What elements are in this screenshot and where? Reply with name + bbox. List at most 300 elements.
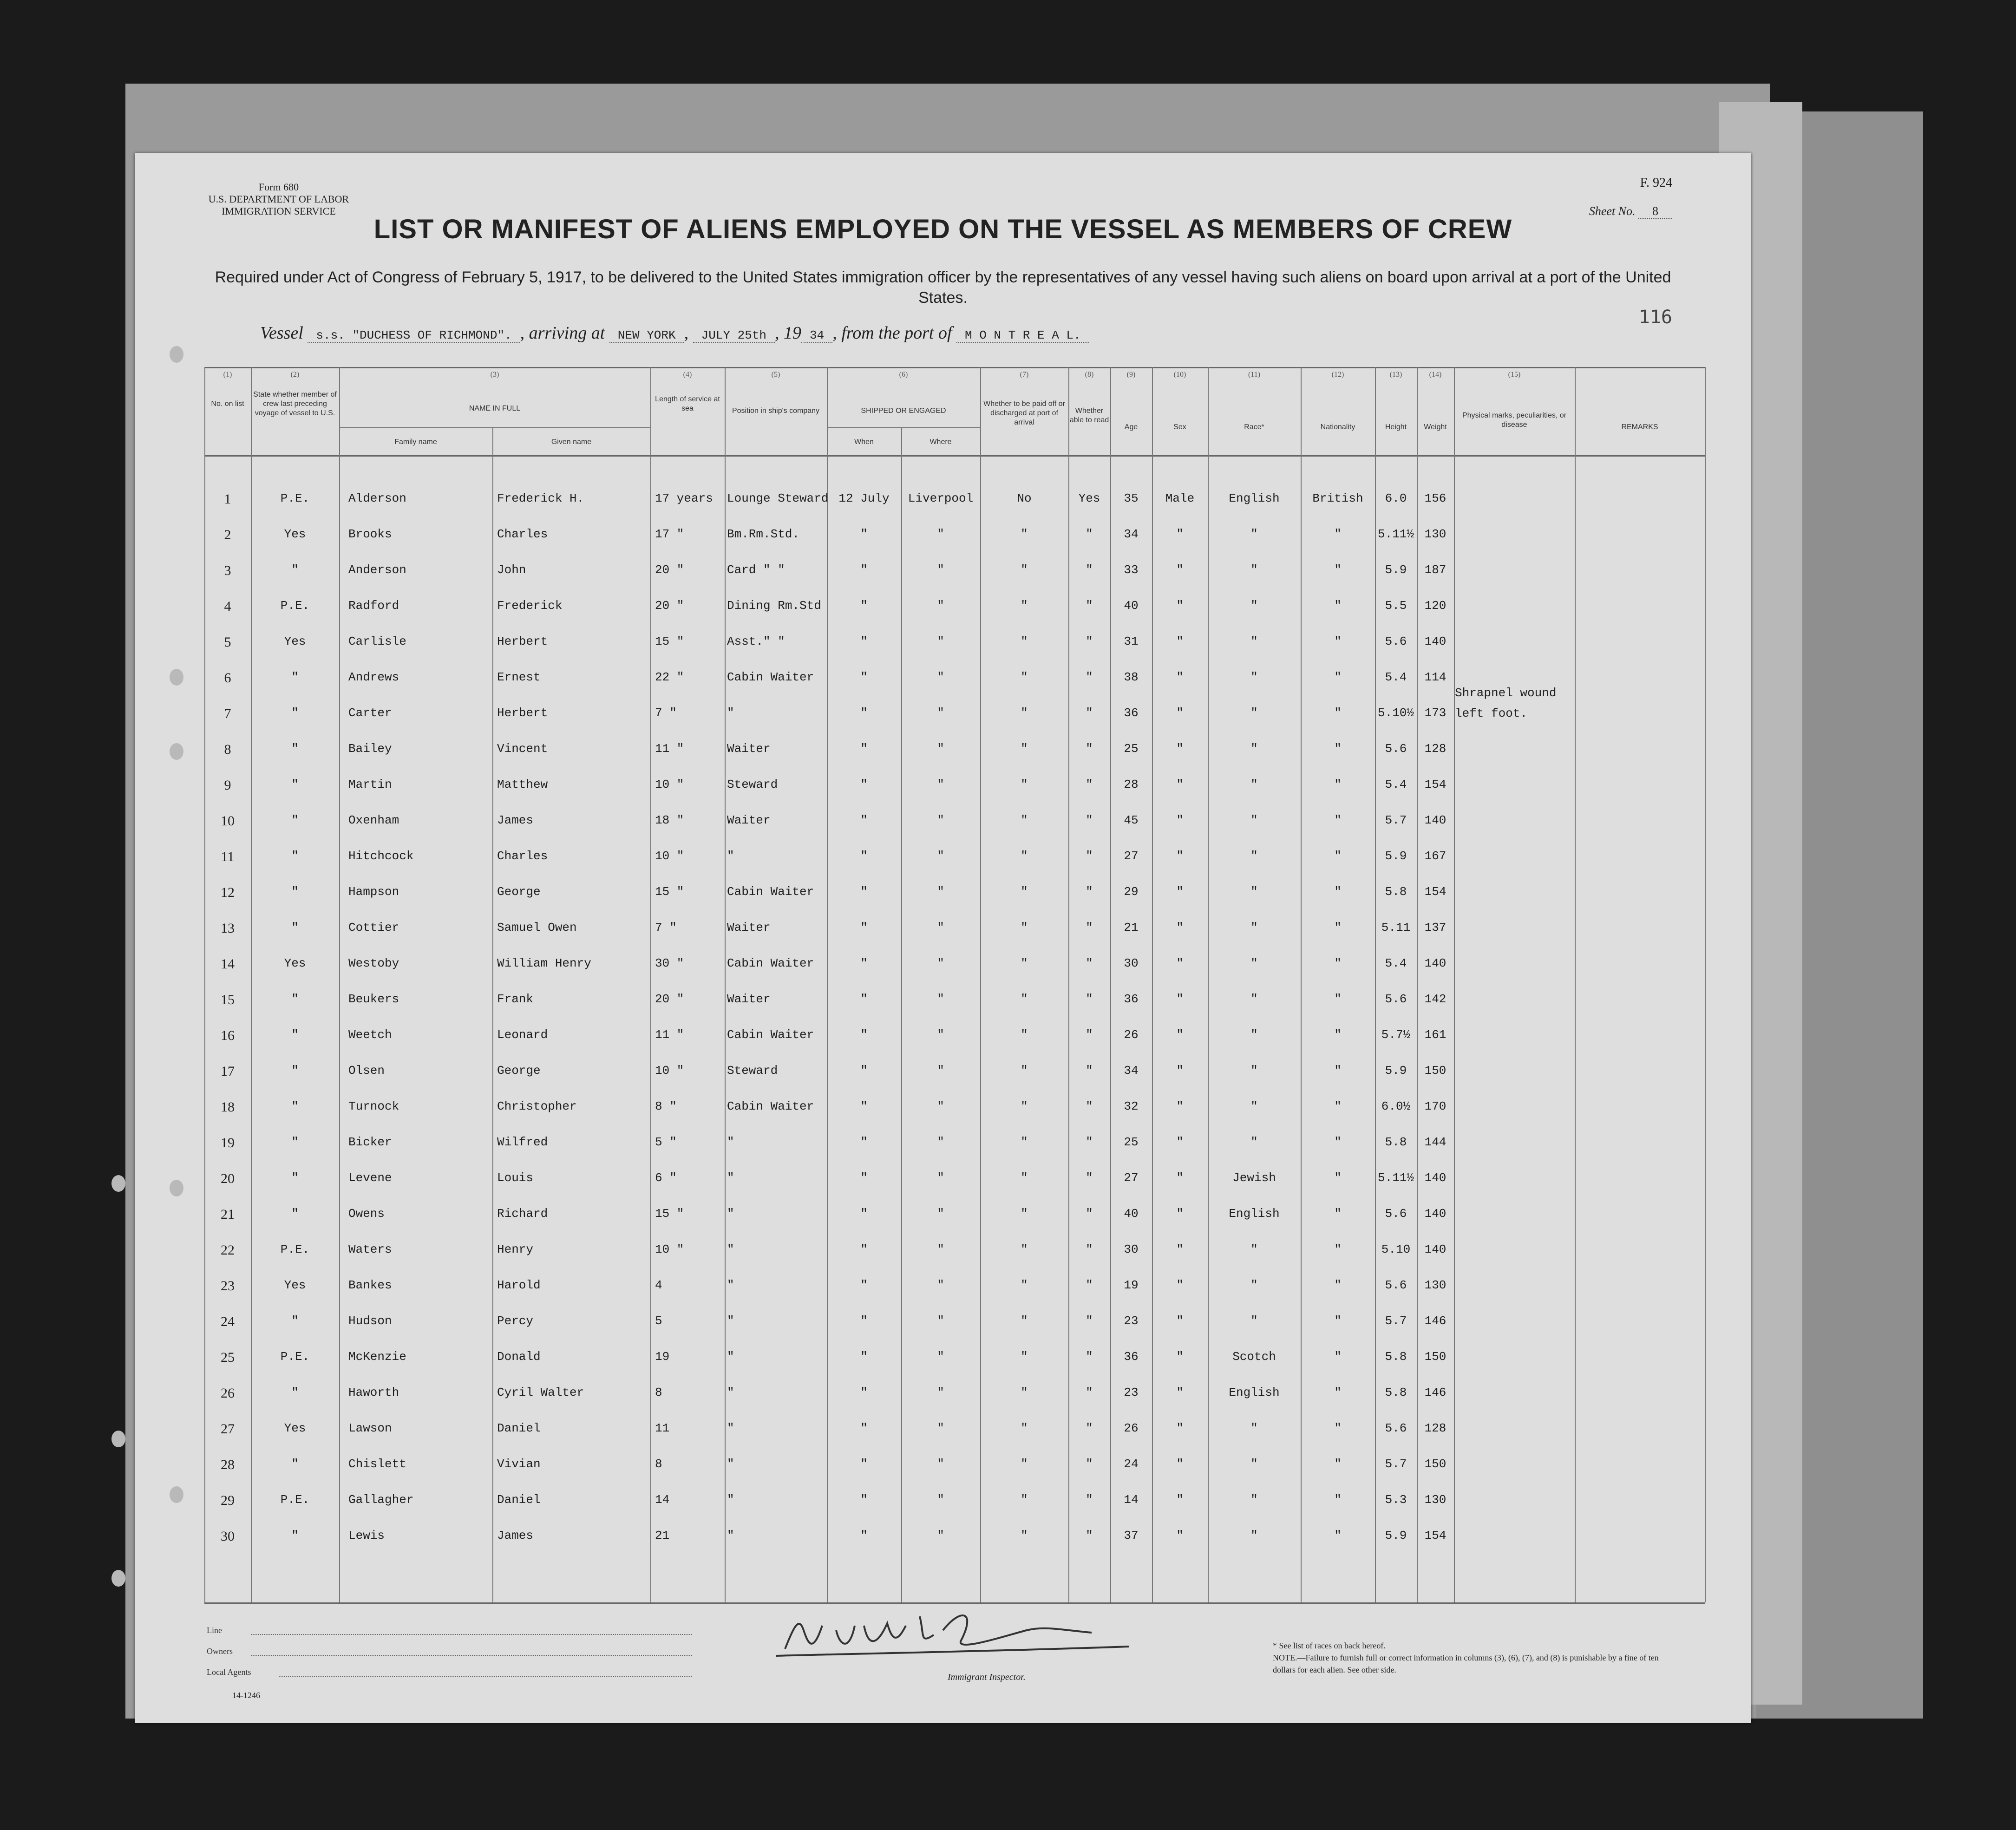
position-cell: Card " " xyxy=(727,563,785,577)
list-number-cell: 2 xyxy=(224,527,231,542)
vessel-name: s.s. "DUCHESS OF RICHMOND". xyxy=(308,328,520,343)
shipped-where-cell: " xyxy=(937,849,944,863)
weight-cell: 130 xyxy=(1424,527,1447,541)
shipped-where-cell: " xyxy=(937,1350,944,1364)
age-cell: 26 xyxy=(1124,1421,1139,1435)
length-of-service-cell: 8 " xyxy=(655,1099,677,1113)
family-name-cell: Olsen xyxy=(348,1064,385,1078)
race-cell: " xyxy=(1250,956,1258,970)
shipped-where-cell: " xyxy=(937,1135,944,1149)
header-given-name: Given name xyxy=(551,438,592,446)
length-of-service-cell: 18 " xyxy=(655,813,684,827)
paid-off-cell: " xyxy=(1021,599,1028,613)
age-cell: 30 xyxy=(1124,956,1139,970)
table-row xyxy=(135,488,1751,523)
table-top-rule xyxy=(204,367,1705,368)
length-of-service-cell: 5 xyxy=(655,1314,662,1328)
list-number-cell: 23 xyxy=(221,1278,235,1294)
race-cell: " xyxy=(1250,1028,1258,1042)
able-to-read-cell: " xyxy=(1086,1386,1093,1399)
length-of-service-cell: 20 " xyxy=(655,563,684,577)
shipped-where-cell: " xyxy=(937,527,944,541)
able-to-read-cell: " xyxy=(1086,1457,1093,1471)
able-to-read-cell: " xyxy=(1086,1350,1093,1364)
col-number: (6) xyxy=(899,371,908,379)
previous-voyage-cell: " xyxy=(291,1207,299,1221)
sex-cell: " xyxy=(1176,1135,1184,1149)
col-number: (3) xyxy=(490,371,499,379)
footer-owners-label: Owners xyxy=(207,1647,233,1656)
header-weight: Weight xyxy=(1424,423,1447,431)
table-row xyxy=(135,845,1751,881)
list-number-cell: 1 xyxy=(224,491,231,507)
race-cell: " xyxy=(1250,921,1258,935)
shipped-when-cell: " xyxy=(860,1028,868,1042)
height-cell: 6.0½ xyxy=(1381,1099,1411,1113)
height-cell: 5.10 xyxy=(1381,1242,1411,1256)
shipped-where-cell: " xyxy=(937,885,944,899)
age-cell: 45 xyxy=(1124,813,1139,827)
race-cell: " xyxy=(1250,1457,1258,1471)
previous-voyage-cell: " xyxy=(291,670,299,684)
nationality-cell: " xyxy=(1334,1171,1342,1185)
sex-cell: " xyxy=(1176,1386,1184,1399)
weight-cell: 187 xyxy=(1424,563,1447,577)
nationality-cell: " xyxy=(1334,885,1342,899)
paid-off-cell: " xyxy=(1021,1099,1028,1113)
nationality-cell: " xyxy=(1334,813,1342,827)
age-cell: 35 xyxy=(1124,491,1139,505)
arrival-year: 34 xyxy=(801,328,832,343)
table-row xyxy=(135,631,1751,667)
shipped-where-cell: Liverpool xyxy=(908,491,974,505)
nationality-cell: " xyxy=(1334,563,1342,577)
sex-cell: " xyxy=(1176,670,1184,684)
table-row xyxy=(135,1418,1751,1453)
family-name-cell: Andrews xyxy=(348,670,399,684)
header-bottom-rule xyxy=(204,455,1705,457)
paid-off-cell: " xyxy=(1021,1278,1028,1292)
family-name-cell: Hudson xyxy=(348,1314,392,1328)
given-name-cell: James xyxy=(497,1529,534,1542)
shipped-where-cell: " xyxy=(937,1493,944,1507)
col-number: (11) xyxy=(1248,371,1261,379)
height-cell: 5.8 xyxy=(1385,1350,1407,1364)
length-of-service-cell: 10 " xyxy=(655,849,684,863)
length-of-service-cell: 10 " xyxy=(655,1242,684,1256)
list-number-cell: 29 xyxy=(221,1493,235,1508)
list-number-cell: 17 xyxy=(221,1064,235,1079)
height-cell: 5.6 xyxy=(1385,1207,1407,1221)
table-row xyxy=(135,917,1751,953)
previous-voyage-cell: " xyxy=(291,742,299,756)
list-number-cell: 20 xyxy=(221,1171,235,1186)
weight-cell: 140 xyxy=(1424,813,1447,827)
race-cell: " xyxy=(1250,1314,1258,1328)
shipped-when-cell: " xyxy=(860,849,868,863)
weight-cell: 146 xyxy=(1424,1314,1447,1328)
able-to-read-cell: " xyxy=(1086,1028,1093,1042)
given-name-cell: Wilfred xyxy=(497,1135,548,1149)
race-cell: " xyxy=(1250,527,1258,541)
height-cell: 5.10½ xyxy=(1377,706,1414,720)
sex-cell: Male xyxy=(1165,491,1195,505)
shipped-when-cell: 12 July xyxy=(838,491,890,505)
race-cell: " xyxy=(1250,1135,1258,1149)
able-to-read-cell: " xyxy=(1086,778,1093,791)
position-cell: Asst." " xyxy=(727,634,785,648)
nationality-cell: " xyxy=(1334,956,1342,970)
previous-voyage-cell: " xyxy=(291,1064,299,1078)
family-name-cell: Brooks xyxy=(348,527,392,541)
height-cell: 5.9 xyxy=(1385,1064,1407,1078)
height-cell: 5.5 xyxy=(1385,599,1407,613)
able-to-read-cell: " xyxy=(1086,1529,1093,1542)
position-cell: " xyxy=(727,849,734,863)
family-name-cell: Bankes xyxy=(348,1278,392,1292)
given-name-cell: Herbert xyxy=(497,706,548,720)
height-cell: 5.6 xyxy=(1385,1278,1407,1292)
punch-hole xyxy=(170,669,183,686)
weight-cell: 130 xyxy=(1424,1278,1447,1292)
shipped-when-cell: " xyxy=(860,778,868,791)
length-of-service-cell: 11 " xyxy=(655,1028,684,1042)
form-identifier: Form 680 U.S. DEPARTMENT OF LABOR IMMIGRATION SERVICE xyxy=(208,181,349,217)
paid-off-cell: " xyxy=(1021,1457,1028,1471)
list-number-cell: 18 xyxy=(221,1099,235,1115)
header-paid-off: Whether to be paid off or discharged at port of arrival xyxy=(983,400,1065,426)
height-cell: 5.6 xyxy=(1385,992,1407,1006)
age-cell: 34 xyxy=(1124,1064,1139,1078)
able-to-read-cell: " xyxy=(1086,706,1093,720)
nationality-cell: " xyxy=(1334,1350,1342,1364)
race-cell: " xyxy=(1250,742,1258,756)
age-cell: 33 xyxy=(1124,563,1139,577)
race-cell: English xyxy=(1229,491,1280,505)
previous-voyage-cell: P.E. xyxy=(280,1350,310,1364)
age-cell: 27 xyxy=(1124,849,1139,863)
arrival-port: NEW YORK xyxy=(609,328,684,343)
race-cell: " xyxy=(1250,1099,1258,1113)
table-row xyxy=(135,810,1751,845)
age-cell: 32 xyxy=(1124,1099,1139,1113)
given-name-cell: Frank xyxy=(497,992,534,1006)
previous-voyage-cell: Yes xyxy=(284,1278,306,1292)
position-cell: " xyxy=(727,1493,734,1507)
sex-cell: " xyxy=(1176,1278,1184,1292)
height-cell: 5.6 xyxy=(1385,1421,1407,1435)
header-physical-marks: Physical marks, peculiarities, or disease xyxy=(1462,412,1567,429)
able-to-read-cell: " xyxy=(1086,885,1093,899)
height-cell: 5.11½ xyxy=(1377,527,1414,541)
paid-off-cell: " xyxy=(1021,1171,1028,1185)
weight-cell: 170 xyxy=(1424,1099,1447,1113)
able-to-read-cell: " xyxy=(1086,956,1093,970)
table-row xyxy=(135,1346,1751,1382)
length-of-service-cell: 7 " xyxy=(655,706,677,720)
nationality-cell: " xyxy=(1334,634,1342,648)
paid-off-cell: " xyxy=(1021,706,1028,720)
table-row xyxy=(135,1060,1751,1096)
paid-off-cell: " xyxy=(1021,563,1028,577)
length-of-service-cell: 15 " xyxy=(655,1207,684,1221)
paid-off-cell: " xyxy=(1021,1028,1028,1042)
position-cell: Waiter xyxy=(727,921,771,935)
height-cell: 5.4 xyxy=(1385,956,1407,970)
able-to-read-cell: " xyxy=(1086,813,1093,827)
paid-off-cell: " xyxy=(1021,634,1028,648)
previous-voyage-cell: " xyxy=(291,813,299,827)
able-to-read-cell: " xyxy=(1086,634,1093,648)
shipped-where-cell: " xyxy=(937,670,944,684)
race-cell: English xyxy=(1229,1207,1280,1221)
vessel-line: Vessel s.s. "DUCHESS OF RICHMOND". , arriving at NEW YORK , JULY 25th , 19 34 , from the port of M O N T R E A L. xyxy=(260,323,1668,343)
weight-cell: 154 xyxy=(1424,778,1447,791)
given-name-cell: Christopher xyxy=(497,1099,577,1113)
list-number-cell: 8 xyxy=(224,742,231,757)
height-cell: 5.3 xyxy=(1385,1493,1407,1507)
col-number: (14) xyxy=(1429,371,1442,379)
punch-hole xyxy=(170,346,183,363)
previous-voyage-cell: " xyxy=(291,1457,299,1471)
paid-off-cell: " xyxy=(1021,527,1028,541)
family-name-cell: Martin xyxy=(348,778,392,791)
paid-off-cell: No xyxy=(1017,491,1032,505)
age-cell: 23 xyxy=(1124,1386,1139,1399)
position-cell: Waiter xyxy=(727,813,771,827)
given-name-cell: John xyxy=(497,563,526,577)
given-name-cell: Vincent xyxy=(497,742,548,756)
shipped-where-cell: " xyxy=(937,1064,944,1078)
table-row xyxy=(135,523,1751,559)
list-number-cell: 15 xyxy=(221,992,235,1007)
family-name-cell: Radford xyxy=(348,599,399,613)
length-of-service-cell: 8 xyxy=(655,1457,662,1471)
nationality-cell: " xyxy=(1334,1529,1342,1542)
col-number: (4) xyxy=(683,371,692,379)
shipped-where-cell: " xyxy=(937,1242,944,1256)
previous-voyage-cell: " xyxy=(291,1171,299,1185)
header-age: Age xyxy=(1124,423,1138,431)
able-to-read-cell: " xyxy=(1086,1242,1093,1256)
table-row xyxy=(135,1096,1751,1131)
sex-cell: " xyxy=(1176,634,1184,648)
nationality-cell: " xyxy=(1334,527,1342,541)
race-cell: " xyxy=(1250,1421,1258,1435)
length-of-service-cell: 20 " xyxy=(655,992,684,1006)
sheet-number: Sheet No. 8 xyxy=(1589,204,1672,218)
position-cell: " xyxy=(727,1135,734,1149)
age-cell: 19 xyxy=(1124,1278,1139,1292)
able-to-read-cell: " xyxy=(1086,1171,1093,1185)
length-of-service-cell: 30 " xyxy=(655,956,684,970)
header-nationality: Nationality xyxy=(1320,423,1355,431)
name-header-rule xyxy=(339,427,650,428)
table-row xyxy=(135,595,1751,631)
col-number: (12) xyxy=(1331,371,1344,379)
page-number: 116 xyxy=(1638,307,1672,328)
shipped-when-cell: " xyxy=(860,527,868,541)
able-to-read-cell: " xyxy=(1086,1421,1093,1435)
given-name-cell: Ernest xyxy=(497,670,541,684)
previous-voyage-cell: Yes xyxy=(284,634,306,648)
given-name-cell: Herbert xyxy=(497,634,548,648)
shipped-where-cell: " xyxy=(937,634,944,648)
col-number: (9) xyxy=(1126,371,1136,379)
race-cell: " xyxy=(1250,778,1258,791)
punch-hole xyxy=(111,1570,125,1587)
able-to-read-cell: " xyxy=(1086,670,1093,684)
sex-cell: " xyxy=(1176,527,1184,541)
age-cell: 28 xyxy=(1124,778,1139,791)
sex-cell: " xyxy=(1176,1064,1184,1078)
sex-cell: " xyxy=(1176,849,1184,863)
paid-off-cell: " xyxy=(1021,1314,1028,1328)
position-cell: " xyxy=(727,1314,734,1328)
weight-cell: 146 xyxy=(1424,1386,1447,1399)
height-cell: 5.8 xyxy=(1385,1386,1407,1399)
shipped-when-cell: " xyxy=(860,1493,868,1507)
shipped-when-cell: " xyxy=(860,885,868,899)
given-name-cell: Daniel xyxy=(497,1421,541,1435)
weight-cell: 120 xyxy=(1424,599,1447,613)
punch-hole xyxy=(170,1180,183,1196)
length-of-service-cell: 14 xyxy=(655,1493,670,1507)
position-cell: Dining Rm.Std xyxy=(727,599,821,613)
previous-voyage-cell: " xyxy=(291,706,299,720)
position-cell: Lounge Steward xyxy=(727,491,829,505)
length-of-service-cell: 22 " xyxy=(655,670,684,684)
shipped-where-cell: " xyxy=(937,563,944,577)
given-name-cell: George xyxy=(497,885,541,899)
previous-voyage-cell: " xyxy=(291,1314,299,1328)
nationality-cell: " xyxy=(1334,1457,1342,1471)
able-to-read-cell: " xyxy=(1086,1135,1093,1149)
race-cell: " xyxy=(1250,634,1258,648)
previous-voyage-cell: " xyxy=(291,1386,299,1399)
position-cell: Cabin Waiter xyxy=(727,885,814,899)
previous-voyage-cell: P.E. xyxy=(280,1493,310,1507)
shipped-when-cell: " xyxy=(860,670,868,684)
list-number-cell: 10 xyxy=(221,813,235,829)
given-name-cell: Leonard xyxy=(497,1028,548,1042)
list-number-cell: 13 xyxy=(221,921,235,936)
shipped-when-cell: " xyxy=(860,1171,868,1185)
header-shipped-engaged: SHIPPED OR ENGAGED xyxy=(861,407,946,415)
race-cell: " xyxy=(1250,849,1258,863)
list-number-cell: 21 xyxy=(221,1207,235,1222)
list-number-cell: 22 xyxy=(221,1242,235,1258)
inspector-label: Immigrant Inspector. xyxy=(948,1672,1026,1682)
table-row xyxy=(135,1167,1751,1203)
table-row xyxy=(135,1024,1751,1060)
given-name-cell: Frederick xyxy=(497,599,563,613)
footer-line-label: Line xyxy=(207,1626,222,1635)
position-cell: " xyxy=(727,1386,734,1399)
nationality-cell: " xyxy=(1334,921,1342,935)
paid-off-cell: " xyxy=(1021,885,1028,899)
height-cell: 5.9 xyxy=(1385,563,1407,577)
departure-port: M O N T R E A L. xyxy=(956,328,1089,343)
list-number-cell: 30 xyxy=(221,1529,235,1544)
previous-voyage-cell: P.E. xyxy=(280,1242,310,1256)
paid-off-cell: " xyxy=(1021,813,1028,827)
table-row xyxy=(135,1131,1751,1167)
family-name-cell: Lewis xyxy=(348,1529,385,1542)
family-name-cell: Westoby xyxy=(348,956,399,970)
nationality-cell: " xyxy=(1334,992,1342,1006)
previous-voyage-cell: " xyxy=(291,563,299,577)
paid-off-cell: " xyxy=(1021,956,1028,970)
form-f-number: F. 924 xyxy=(1640,176,1672,190)
weight-cell: 114 xyxy=(1424,670,1447,684)
height-cell: 5.4 xyxy=(1385,778,1407,791)
age-cell: 36 xyxy=(1124,1350,1139,1364)
position-cell: Waiter xyxy=(727,992,771,1006)
shipped-where-cell: " xyxy=(937,742,944,756)
header-length-service: Length of service at sea xyxy=(655,395,720,412)
shipped-where-cell: " xyxy=(937,1207,944,1221)
weight-cell: 140 xyxy=(1424,956,1447,970)
weight-cell: 142 xyxy=(1424,992,1447,1006)
footer-notes: * See list of races on back hereof. NOTE.—Failure to furnish full or correct information in columns (3), (6), (7), and (8) is punishable by a fine of ten dollars for each alien. See other side. xyxy=(1273,1641,1659,1674)
shipped-where-cell: " xyxy=(937,1421,944,1435)
list-number-cell: 9 xyxy=(224,778,231,793)
race-cell: " xyxy=(1250,1242,1258,1256)
able-to-read-cell: " xyxy=(1086,1278,1093,1292)
able-to-read-cell: Yes xyxy=(1078,491,1100,505)
nationality-cell: " xyxy=(1334,778,1342,791)
family-name-cell: Hitchcock xyxy=(348,849,414,863)
list-number-cell: 3 xyxy=(224,563,231,578)
family-name-cell: Alderson xyxy=(348,491,406,505)
header-sex: Sex xyxy=(1173,423,1186,431)
sex-cell: " xyxy=(1176,1457,1184,1471)
sex-cell: " xyxy=(1176,1350,1184,1364)
shipped-when-cell: " xyxy=(860,1135,868,1149)
sex-cell: " xyxy=(1176,813,1184,827)
col-number: (8) xyxy=(1085,371,1094,379)
punch-hole xyxy=(111,1431,125,1447)
list-number-cell: 28 xyxy=(221,1457,235,1472)
nationality-cell: " xyxy=(1334,1493,1342,1507)
shipped-where-cell: " xyxy=(937,1028,944,1042)
given-name-cell: Henry xyxy=(497,1242,534,1256)
paid-off-cell: " xyxy=(1021,670,1028,684)
height-cell: 5.6 xyxy=(1385,742,1407,756)
table-row xyxy=(135,1239,1751,1274)
table-row xyxy=(135,1489,1751,1525)
list-number-cell: 11 xyxy=(221,849,235,864)
length-of-service-cell: 19 xyxy=(655,1350,670,1364)
family-name-cell: Turnock xyxy=(348,1099,399,1113)
able-to-read-cell: " xyxy=(1086,1207,1093,1221)
length-of-service-cell: 15 " xyxy=(655,634,684,648)
family-name-cell: Oxenham xyxy=(348,813,399,827)
header-when: When xyxy=(854,438,874,446)
given-name-cell: Donald xyxy=(497,1350,541,1364)
punch-hole xyxy=(111,1175,125,1192)
given-name-cell: James xyxy=(497,813,534,827)
previous-voyage-cell: P.E. xyxy=(280,491,310,505)
age-cell: 34 xyxy=(1124,527,1139,541)
paid-off-cell: " xyxy=(1021,1529,1028,1542)
list-number-cell: 14 xyxy=(221,956,235,972)
col-number: (5) xyxy=(771,371,780,379)
height-cell: 6.0 xyxy=(1385,491,1407,505)
shipped-when-cell: " xyxy=(860,1421,868,1435)
col-number: (1) xyxy=(223,371,232,379)
